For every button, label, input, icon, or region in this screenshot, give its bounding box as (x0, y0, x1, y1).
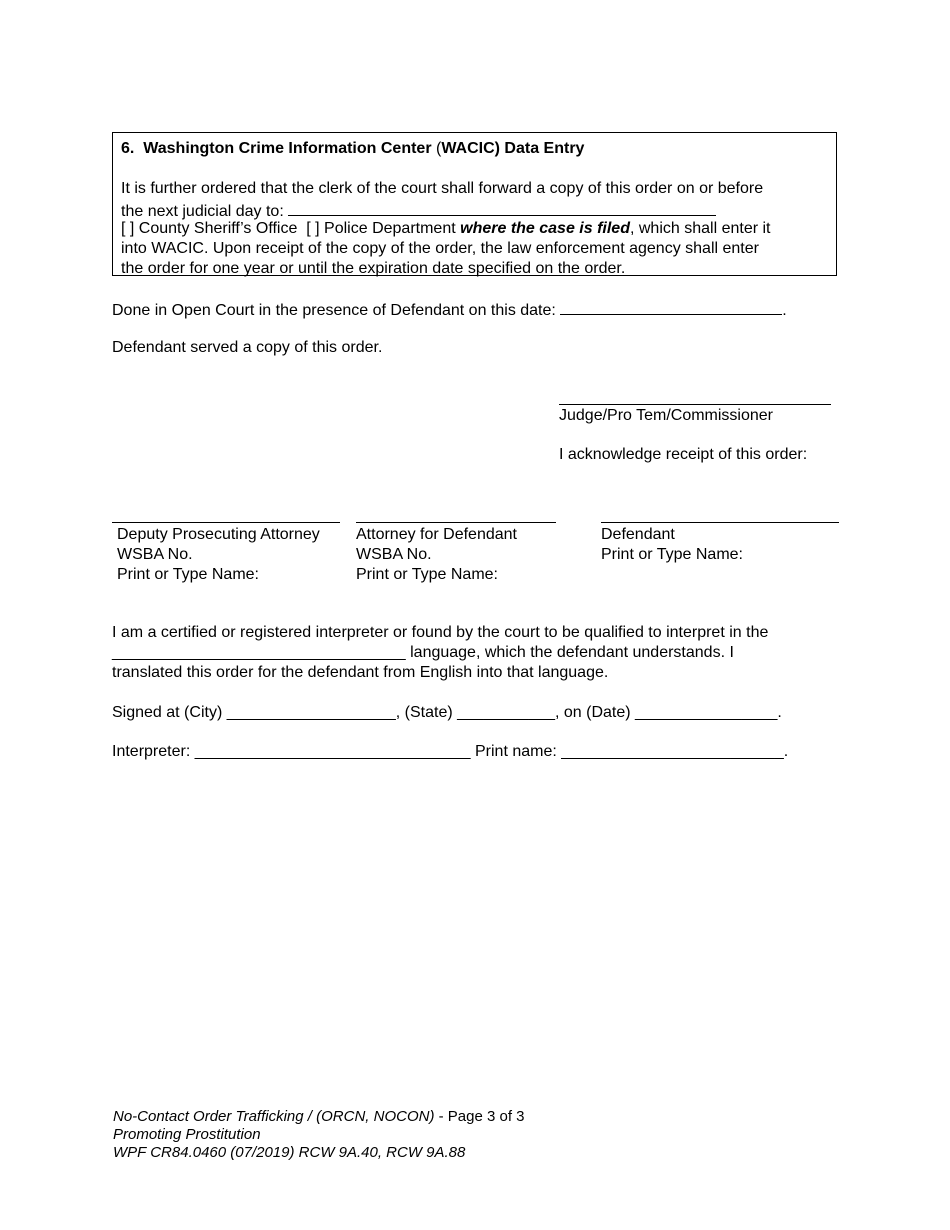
page-footer (113, 1108, 525, 1162)
defendant-signature-line[interactable] (601, 522, 839, 523)
defendant-print-name: Print or Type Name: (601, 546, 743, 563)
attorney-print-name: Print or Type Name: (356, 566, 498, 583)
done-in-court-line (112, 299, 787, 320)
order-line-3-rest: , which shall enter it (629, 220, 771, 237)
defendant-title: Defendant (601, 526, 675, 543)
attorney-wsba: WSBA No. (356, 546, 432, 563)
footer-line-2: Promoting Prostitution (113, 1126, 261, 1143)
wacic-section-box (112, 132, 837, 276)
language-text: language, which the defendant understands. I (410, 644, 734, 661)
attorney-signature-line[interactable] (356, 522, 556, 523)
judicial-day-blank[interactable] (288, 200, 716, 216)
case-filed-emphasis: where the case is filed (460, 220, 630, 237)
signed-at-line[interactable]: Signed at (City) ___________________, (State) ___________, on (Date) ________________. (112, 704, 782, 721)
dpa-print-name: Print or Type Name: (117, 566, 259, 583)
acknowledge-receipt-text: I acknowledge receipt of this order: (559, 446, 808, 463)
section-title-paren: ( (436, 140, 442, 157)
footer-form-title: No-Contact Order Trafficking / (ORCN, NOCON) (113, 1108, 435, 1125)
section-title-b: WACIC) Data Entry (441, 140, 585, 157)
dpa-wsba: WSBA No. (117, 546, 193, 563)
judicial-day-label: the next judicial day to: (121, 203, 284, 220)
done-period: . (782, 302, 787, 319)
police-checkbox-option[interactable]: [ ] Police Department (306, 220, 456, 237)
done-in-court-text: Done in Open Court in the presence of Defendant on this date: (112, 302, 556, 319)
footer-page-number: - Page 3 of 3 (434, 1108, 525, 1125)
order-line-5: the order for one year or until the expiration date specified on the order. (121, 260, 626, 277)
section-heading (121, 140, 584, 158)
judge-label: Judge/Pro Tem/Commissioner (559, 407, 774, 424)
section-number: 6. (121, 140, 135, 157)
interpreter-line-3: translated this order for the defendant from English into that language. (112, 664, 609, 681)
defendant-block (601, 525, 743, 565)
footer-line-3: WPF CR84.0460 (07/2019) RCW 9A.40, RCW 9A.88 (113, 1144, 466, 1161)
attorney-block (356, 525, 517, 585)
interpreter-signature-line[interactable]: Interpreter: _______________________________ Print name: _________________________. (112, 743, 789, 760)
order-line-4: into WACIC. Upon receipt of the copy of the order, the law enforcement agency shall enter (121, 240, 759, 257)
interpreter-line-1: I am a certified or registered interpreter or found by the court to be qualified to interpret in the (112, 624, 769, 641)
order-line-3 (121, 220, 771, 238)
dpa-block (117, 525, 320, 585)
judge-signature-line[interactable] (559, 404, 831, 405)
order-line-1: It is further ordered that the clerk of the court shall forward a copy of this order on or before (121, 180, 764, 197)
footer-line-1 (113, 1108, 525, 1126)
language-blank[interactable]: _________________________________ (112, 644, 406, 661)
defendant-served-text: Defendant served a copy of this order. (112, 339, 383, 356)
court-date-blank[interactable] (560, 299, 782, 315)
dpa-title: Deputy Prosecuting Attorney (117, 526, 320, 543)
order-line-2 (121, 200, 716, 221)
sheriff-checkbox-option[interactable]: [ ] County Sheriff’s Office (121, 220, 298, 237)
attorney-title: Attorney for Defendant (356, 526, 517, 543)
section-title-a: Washington Crime Information Center (143, 140, 432, 157)
dpa-signature-line[interactable] (112, 522, 340, 523)
interpreter-line-2 (112, 644, 734, 662)
